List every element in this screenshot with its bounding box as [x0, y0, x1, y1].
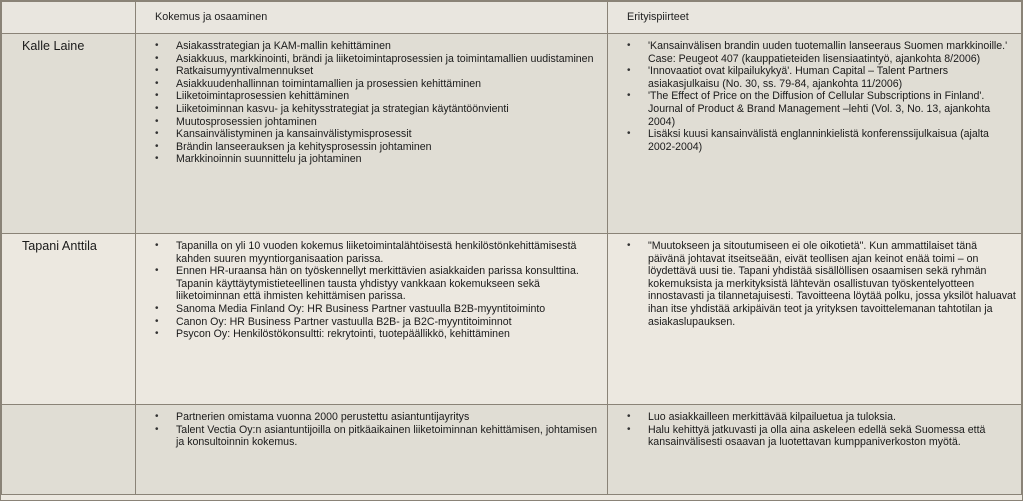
list-item: • Asiakasstrategian ja KAM-mallin kehittäminen	[155, 40, 603, 53]
special-cell	[608, 405, 1022, 495]
list-item: • Brändin lanseerauksen ja kehitysprosessin johtaminen	[155, 141, 603, 154]
special-list	[608, 34, 1021, 153]
list-item: • Lisäksi kuusi kansainvälistä englanninkielistä konferenssijulkaisua (ajalta 2002-2004)	[627, 128, 1017, 153]
list-item: • Tapanilla on yli 10 vuoden kokemus liiketoimintalähtöisestä henkilöstönkehittämisestä kahden suuren myyntiorganisaation parissa.	[155, 240, 603, 265]
list-item: • Sanoma Media Finland Oy: HR Business Partner vastuulla B2B-myyntitoiminto	[155, 303, 603, 316]
name-cell	[2, 34, 136, 234]
list-item: • Asiakkuudenhallinnan toimintamallien ja prosessien kehittäminen	[155, 78, 603, 91]
table-header-row	[2, 2, 1022, 34]
experience-list	[136, 34, 607, 166]
experience-cell	[136, 234, 608, 405]
list-item: • Markkinoinnin suunnittelu ja johtaminen	[155, 153, 603, 166]
header-label	[2, 2, 135, 11]
list-item: • Liiketoiminnan kasvu- ja kehitysstrategiat ja strategian käytäntöönvienti	[155, 103, 603, 116]
table-row	[2, 234, 1022, 405]
list-item: • Psycon Oy: Henkilöstökonsultti: rekrytointi, tuotepäällikkö, kehittäminen	[155, 328, 603, 341]
list-item: • Halu kehittyä jatkuvasti ja olla aina askeleen edellä sekä Suomessa että kansainvälisesti osaavan ja luotettavan kumppaniverkoston myötä.	[627, 424, 1017, 449]
person-name: Kalle Laine	[22, 39, 85, 53]
name-cell	[2, 405, 136, 495]
list-item: • Partnerien omistama vuonna 2000 perustettu asiantuntijayritys	[155, 411, 603, 424]
list-item: • Luo asiakkailleen merkittävää kilpailuetua ja tuloksia.	[627, 411, 1017, 424]
name-cell	[2, 234, 136, 405]
experience-list	[136, 405, 607, 449]
list-item: • Ennen HR-uraansa hän on työskennellyt merkittävien asiakkaiden parissa konsulttina. Tapanin käyttäytymistieteellinen tausta yhdistyy vankkaan kokemukseen sekä liiketoiminnan että ihmisten kehittämisen parissa.	[155, 265, 603, 303]
special-cell	[608, 34, 1022, 234]
experience-list	[136, 234, 607, 341]
table-row	[2, 405, 1022, 495]
person-name	[2, 405, 135, 410]
header-label: Kokemus ja osaaminen	[155, 11, 268, 23]
experience-cell	[136, 405, 608, 495]
consultant-table	[1, 1, 1022, 495]
list-item: • Kansainvälistyminen ja kansainvälistymisprosessit	[155, 128, 603, 141]
header-cell-experience	[136, 2, 608, 34]
experience-cell	[136, 34, 608, 234]
person-name: Tapani Anttila	[22, 239, 97, 253]
table-row	[2, 34, 1022, 234]
special-cell	[608, 234, 1022, 405]
header-cell-name	[2, 2, 136, 34]
special-list	[608, 405, 1021, 449]
header-label: Erityispiirteet	[627, 11, 689, 23]
list-item: • 'Kansainvälisen brandin uuden tuotemallin lanseeraus Suomen markkinoille.' Case: Peugeot 407 (kauppatieteiden lisensiaatintyö, ajankohta 8/2006)	[627, 40, 1017, 65]
list-item: • 'The Effect of Price on the Diffusion of Cellular Subscriptions in Finland'. Journal of Product & Brand Management –lehti (Vol. 3, No. 13, ajankohta 2004)	[627, 90, 1017, 128]
list-item: • 'Innovaatiot ovat kilpailukykyä'. Human Capital – Talent Partners asiakasjulkaisu (No. 30, ss. 79-84, ajankohta 11/2006)	[627, 65, 1017, 90]
list-item: • Canon Oy: HR Business Partner vastuulla B2B- ja B2C-myyntitoiminnot	[155, 316, 603, 329]
header-cell-special	[608, 2, 1022, 34]
list-item: • Asiakkuus, markkinointi, brändi ja liiketoimintaprosessien ja toimintamallien uudistaminen	[155, 53, 603, 66]
list-item: • Talent Vectia Oy:n asiantuntijoilla on pitkäaikainen liiketoiminnan kehittämisen, johtamisen ja konsultoinnin kokemus.	[155, 424, 603, 449]
list-item: • Muutosprosessien johtaminen	[155, 116, 603, 129]
list-item: • "Muutokseen ja sitoutumiseen ei ole oikotietä". Kun ammattilaiset tänä päivänä johtavat itseitseään, eivät teollisen ajan keinot enää toimi – on löydettävä uusi tie. Tapani yhdistää sisällöllisen osaamisen sekä ryhmän kokemuksista ja merkityksistä lähtevän osallistuvan työskentelyotteen innostavasti ja tilannetajuisesti. Tavoitteena löytää polku, jossa yksilöt haluavat ihan itse yhdistää arkipäivän teot ja yrityksen tavoittelemanan tahtotilan ja asiakaslupauksen.	[627, 240, 1017, 328]
list-item: • Liiketoimintaprosessien kehittäminen	[155, 90, 603, 103]
list-item: • Ratkaisumyyntivalmennukset	[155, 65, 603, 78]
special-list	[608, 234, 1021, 328]
